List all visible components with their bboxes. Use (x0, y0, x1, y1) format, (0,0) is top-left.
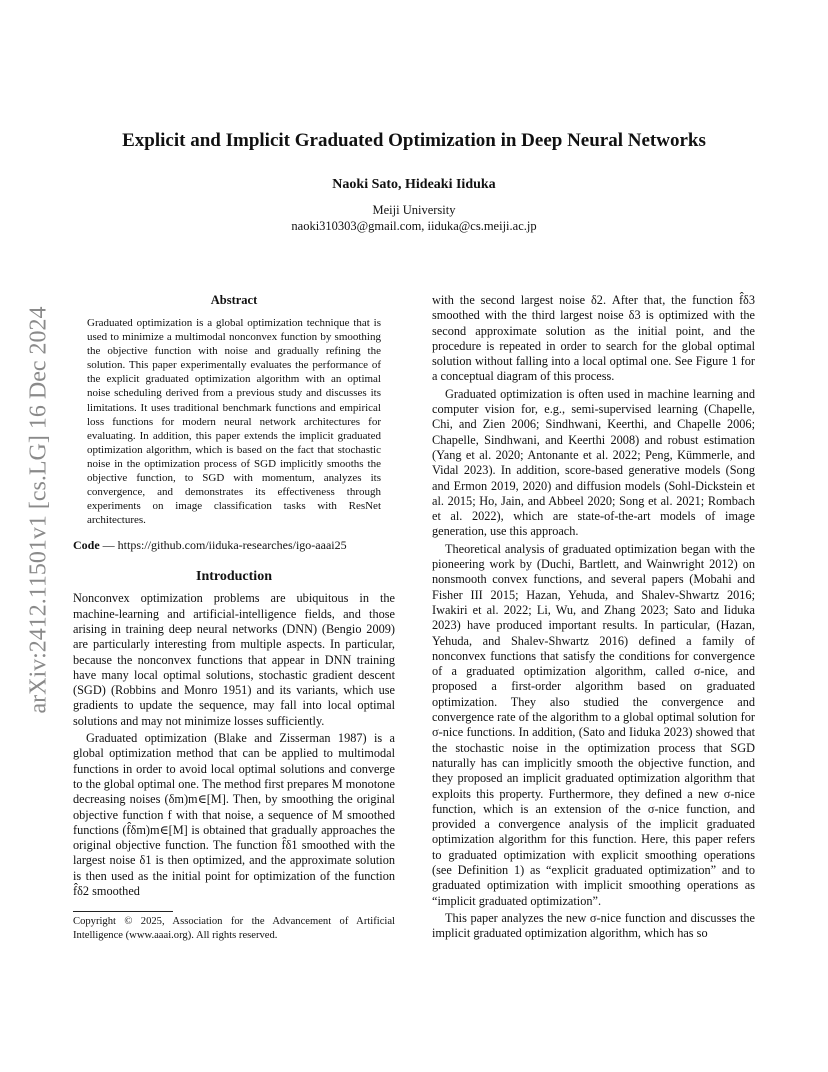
right-paragraph-1: with the second largest noise δ2. After that, the function f̂δ3 smoothed with the third largest noise δ3 is optimized with the second approximate solution as the initial point, and the procedure is repeated in order to search for the global optimal solution without falling into a local optimal one. See Figure 1 for a conceptual diagram of this process. (432, 293, 755, 384)
author-emails: naoki310303@gmail.com, iiduka@cs.meiji.ac.jp (291, 219, 537, 233)
footnote-rule (73, 911, 173, 912)
right-paragraph-4: This paper analyzes the new σ-nice function and discusses the implicit graduated optimization algorithm, which has so (432, 910, 755, 941)
introduction-heading: Introduction (196, 569, 272, 585)
code-url-link[interactable]: https://github.com/iiduka-researches/igo-aaai25 (117, 538, 347, 553)
affiliation: Meiji University (372, 203, 456, 217)
right-column (432, 293, 755, 941)
paper-title: Explicit and Implicit Graduated Optimization in Deep Neural Networks (122, 130, 706, 151)
code-link-line (73, 538, 395, 553)
right-paragraph-2: Graduated optimization is often used in machine learning and computer vision for, e.g., semi-supervised learning (Chapelle, Chi, and Zien 2006; Sindhwani, Keerthi, and Chapelle 2006; Chapelle, Sindhwani, and Keerthi 2008) and robust estimation (Yang et al. 2020; Antonante et al. 2022; Peng, Kümmerle, and Vidal 2023). In addition, score-based generative models (Song and Ermon 2019, 2020) and diffusion models (Sohl-Dickstein et al. 2015; Ho, Jain, and Abbeel 2020; Song et al. 2021; Rombach et al. 2022), which are state-of-the-art models of image generation, use this approach. (432, 386, 755, 539)
intro-paragraph-2: Graduated optimization (Blake and Zisserman 1987) is a global optimization method that can be applied to multimodal functions in order to avoid local optimal solutions and converge to the global optimal one. The method first prepares M monotone decreasing noises (δm)m∈[M]. Then, by smoothing the original objective function f with that noise, a sequence of M smoothed functions (f̂δm)m∈[M] is obtained that gradually approaches the original objective function. The function f̂δ1 smoothed with the largest noise δ1 is then optimized, and the approximate solution is then used as the initial point for optimization of the function f̂δ2 smoothed (73, 731, 395, 899)
abstract-text: Graduated optimization is a global optimization technique that is used to minimize a multimodal nonconvex function by smoothing the objective function with noise and gradually refining the solution. This paper experimentally evaluates the performance of the explicit graduated optimization algorithm with an optimal noise scheduling derived from a previous study and discusses its limitations. It uses traditional benchmark functions and empirical loss functions for modern neural network architectures for evaluating. In addition, this paper extends the implicit graduated optimization algorithm, which is based on the fact that stochastic noise in the optimization process of SGD implicitly smooths the objective function, to SGD with momentum, analyzes its convergence, and demonstrates its effectiveness through experiments on image classification tasks with ResNet architectures. (87, 317, 381, 527)
arxiv-id-text: arXiv:2412.11501v1 [cs.LG] 16 Dec 2024 (25, 306, 52, 714)
arxiv-identifier (22, 290, 56, 730)
copyright-footnote: Copyright © 2025, Association for the Advancement of Artificial Intelligence (www.aaai.org). All rights reserved. (73, 916, 395, 941)
code-separator: — (99, 538, 118, 553)
code-label: Code (73, 538, 100, 553)
author-list: Naoki Sato, Hideaki Iiduka (332, 177, 496, 192)
left-column (73, 293, 395, 942)
abstract-heading: Abstract (210, 293, 258, 307)
right-paragraph-3: Theoretical analysis of graduated optimization began with the pioneering work by (Duchi, Bartlett, and Wainwright 2012) on nonsmooth convex functions, and several papers (Mobahi and Fisher III 2015; Hazan, Yehuda, and Shalev-Shwartz 2016; Iwakiri et al. 2022; Li, Wu, and Zhang 2023; Sato and Iiduka 2023) have produced important results. In particular, (Hazan, Yehuda, and Shalev-Shwartz 2016) defined a family of nonconvex functions that satisfy the conditions for convergence of a graduated optimization algorithm, called σ-nice, and proposed a first-order algorithm based on graduated optimization. They also studied the convergence and convergence rate of the algorithm to a global optimal solution for σ-nice functions. In addition, (Sato and Iiduka 2023) showed that the stochastic noise in the optimization process that SGD naturally has can implicitly smooth the objective function, and they proposed an implicit graduated optimization algorithm that exploits this property. Furthermore, they defined a new σ-nice function, which is an extension of the σ-nice function, and provided a convergence analysis of the implicit graduated optimization algorithm for this function. Here, this paper refers to graduated optimization with explicit smoothing operations (see Definition 1) as “explicit graduated optimization” and to graduated optimization with implicit smoothing operations as “implicit graduated optimization”. (432, 541, 755, 908)
intro-paragraph-1: Nonconvex optimization problems are ubiquitous in the machine-learning and artificial-intelligence fields, and those arising in training deep neural networks (DNN) (Bengio 2009) are particularly interesting from multiple aspects. In particular, because the nonconvex functions that appear in DNN training have many local optimal solutions, stochastic gradient descent (SGD) (Robbins and Monro 1951) and its variants, which use gradients to update the sequence, may fall into local optimal solutions and may not minimize losses sufficiently. (73, 591, 395, 728)
